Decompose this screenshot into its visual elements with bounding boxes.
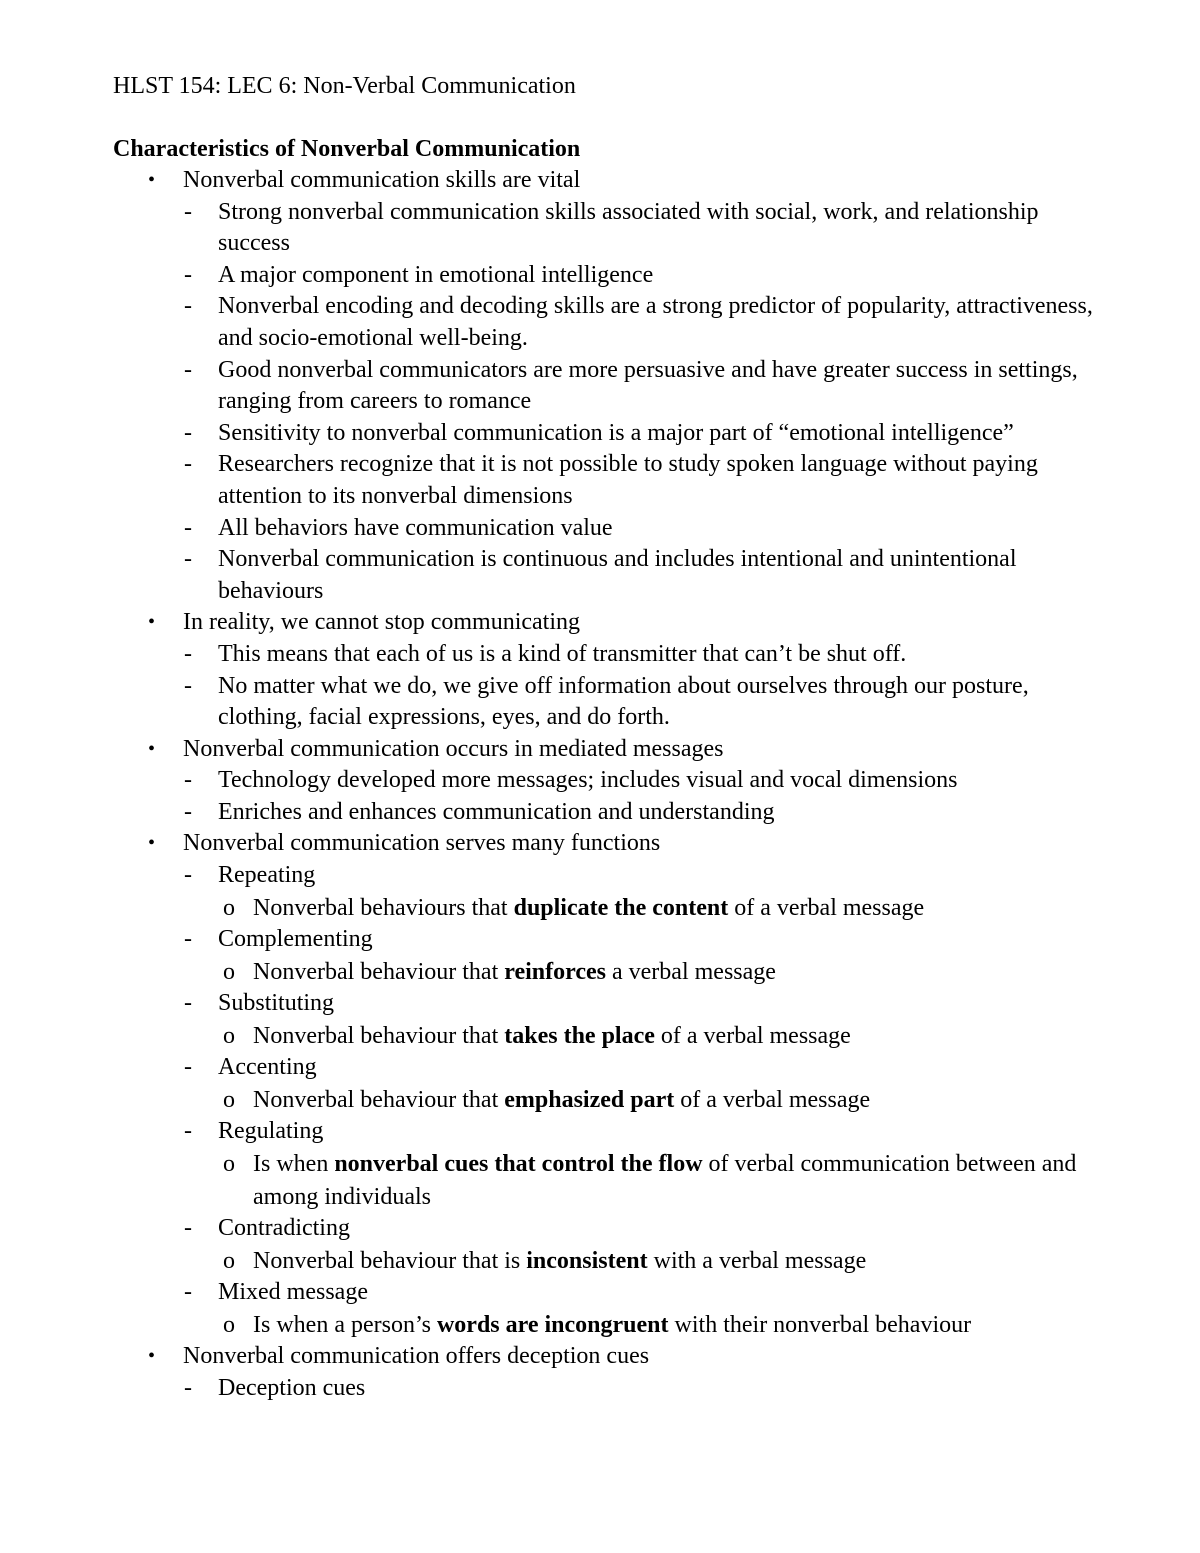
function-definition-list (218, 1020, 1100, 1053)
sub-item (113, 418, 1100, 450)
document-title: HLST 154: LEC 6: Non-Verbal Communication (113, 73, 576, 99)
function-definition-list (218, 1084, 1100, 1117)
function-name: Contradicting (218, 1215, 350, 1242)
circle-marker: o (223, 894, 235, 921)
function-definition (183, 1245, 1100, 1278)
function-definition-list (218, 956, 1100, 989)
sub-item-text: Nonverbal communication is continuous and includes intentional and unintentional behaviours (218, 546, 1017, 604)
section-heading: Characteristics of Nonverbal Communication (113, 136, 581, 162)
function-item (113, 1213, 1100, 1277)
sub-list (183, 197, 1100, 608)
function-definition-list (218, 892, 1100, 925)
definition-emphasis: emphasized part (504, 1086, 675, 1113)
definition-text: of a verbal message (654, 1022, 851, 1049)
main-bullet-text: Nonverbal communication serves many functions (183, 830, 661, 857)
function-definition-list (218, 1309, 1100, 1342)
function-item (113, 924, 1100, 988)
definition-text: Is when (253, 1151, 335, 1178)
circle-marker: o (223, 1086, 235, 1113)
sub-item (113, 260, 1100, 292)
definition-emphasis: reinforces (504, 958, 606, 985)
sub-list (183, 639, 1100, 734)
circle-marker: o (223, 1247, 235, 1274)
sub-item (113, 1373, 1100, 1405)
definition-text: Is when a person’s (253, 1311, 437, 1338)
definition-emphasis: nonverbal cues that control the flow (334, 1151, 703, 1178)
function-definition-list (218, 1148, 1100, 1213)
sub-item (113, 291, 1100, 354)
function-definition (183, 956, 1100, 989)
dash-marker: - (184, 926, 192, 953)
dash-marker: - (184, 1215, 192, 1242)
definition-text: Nonverbal behaviour that is (253, 1247, 527, 1274)
definition-emphasis: takes the place (504, 1022, 655, 1049)
dash-marker: - (184, 1118, 192, 1145)
function-definition-list (218, 1245, 1100, 1278)
sub-item (113, 765, 1100, 797)
definition-emphasis: inconsistent (526, 1247, 648, 1274)
dash-marker: - (184, 419, 192, 446)
function-definition (183, 1020, 1100, 1053)
definition-text: with their nonverbal behaviour (668, 1311, 972, 1338)
dash-marker: - (184, 1279, 192, 1306)
sub-list (183, 765, 1100, 828)
function-definition (183, 1148, 1100, 1213)
sub-item-text: No matter what we do, we give off information about ourselves through our posture, clothing, facial expressions, eyes, and do forth. (218, 672, 1029, 731)
main-bullet-item (113, 1341, 1100, 1404)
function-name: Complementing (218, 926, 373, 953)
circle-marker: o (223, 1151, 235, 1178)
sub-item (113, 449, 1100, 512)
main-bullet-text: Nonverbal communication offers deception cues (183, 1343, 650, 1370)
dash-marker: - (184, 514, 192, 541)
definition-text: of a verbal message (674, 1086, 871, 1113)
sub-item-text: Good nonverbal communicators are more persuasive and have greater success in settings, ranging from careers to romance (218, 356, 1078, 415)
function-name: Mixed message (218, 1279, 368, 1306)
sub-list (183, 1373, 1100, 1405)
dash-marker: - (184, 451, 192, 478)
dash-marker: - (184, 798, 192, 825)
dash-marker: - (184, 1054, 192, 1081)
dash-marker: - (184, 1374, 192, 1401)
main-bullet-text: In reality, we cannot stop communicating (183, 609, 580, 636)
dash-marker: - (184, 546, 192, 573)
functions-list (183, 860, 1100, 1341)
dash-marker: - (184, 356, 192, 383)
dash-marker: - (184, 293, 192, 320)
function-item (113, 1277, 1100, 1341)
definition-text: a verbal message (606, 958, 776, 985)
bullet-marker: • (148, 737, 156, 760)
dash-marker: - (184, 862, 192, 889)
dash-marker: - (184, 261, 192, 288)
main-bullet-item (113, 165, 1100, 607)
sub-item (113, 671, 1100, 734)
sub-item-text: Researchers recognize that it is not possible to study spoken language without paying attention to its nonverbal dimensions (218, 451, 1038, 509)
sub-item (113, 513, 1100, 545)
main-bullet-item (113, 734, 1100, 829)
sub-item-text: Technology developed more messages; includes visual and vocal dimensions (218, 767, 958, 794)
function-item (113, 988, 1100, 1052)
definition-emphasis: words are incongruent (436, 1311, 669, 1338)
function-name: Repeating (218, 862, 316, 889)
function-name: Regulating (218, 1118, 324, 1145)
bullet-marker: • (148, 611, 156, 634)
dash-marker: - (184, 672, 192, 699)
sub-item (113, 639, 1100, 671)
main-bullet-item (113, 607, 1100, 733)
sub-item (113, 355, 1100, 418)
sub-item-text: All behaviors have communication value (218, 514, 613, 541)
sub-item-text: This means that each of us is a kind of transmitter that can’t be shut off. (218, 640, 907, 667)
dash-marker: - (184, 767, 192, 794)
definition-text: Nonverbal behaviours that (253, 894, 514, 921)
main-bullet-text: Nonverbal communication skills are vital (183, 167, 581, 193)
function-definition (183, 1084, 1100, 1117)
dash-marker: - (184, 198, 192, 225)
sub-item-text: Sensitivity to nonverbal communication is a major part of “emotional intelligence” (218, 419, 1014, 446)
sub-item (113, 797, 1100, 829)
definition-emphasis: duplicate the content (513, 894, 729, 921)
sub-item-text: Enriches and enhances communication and understanding (218, 798, 775, 825)
definition-text: of verbal communication between and among individuals (253, 1151, 1077, 1210)
bullet-marker: • (148, 1345, 156, 1368)
function-item (113, 1052, 1100, 1116)
sub-item (113, 544, 1100, 607)
bullet-marker: • (148, 169, 156, 191)
main-bullet-text: Nonverbal communication occurs in mediated messages (183, 735, 724, 762)
definition-text: with a verbal message (647, 1247, 867, 1274)
dash-marker: - (184, 990, 192, 1017)
circle-marker: o (223, 1311, 235, 1338)
function-name: Substituting (218, 990, 335, 1017)
sub-item (113, 197, 1100, 260)
sub-item-text: Strong nonverbal communication skills associated with social, work, and relationship success (218, 198, 1039, 257)
function-item (113, 1116, 1100, 1213)
function-definition (183, 1309, 1100, 1342)
sub-item-text: Nonverbal encoding and decoding skills are a strong predictor of popularity, attractiveness, and socio-emotional well-being. (218, 293, 1093, 351)
definition-text: of a verbal message (728, 894, 925, 921)
main-bullet-list (113, 165, 1100, 1404)
definition-text: Nonverbal behaviour that (253, 1086, 505, 1113)
bullet-marker: • (148, 832, 156, 855)
circle-marker: o (223, 1022, 235, 1049)
main-bullet-item (113, 828, 1100, 1341)
dash-marker: - (184, 640, 192, 667)
definition-text: Nonverbal behaviour that (253, 1022, 505, 1049)
sub-item-text: A major component in emotional intelligence (218, 261, 654, 288)
definition-text: Nonverbal behaviour that (253, 958, 505, 985)
sub-item-text: Deception cues (218, 1374, 366, 1401)
circle-marker: o (223, 958, 235, 985)
function-definition (183, 892, 1100, 925)
function-name: Accenting (218, 1054, 317, 1081)
function-item (113, 860, 1100, 924)
